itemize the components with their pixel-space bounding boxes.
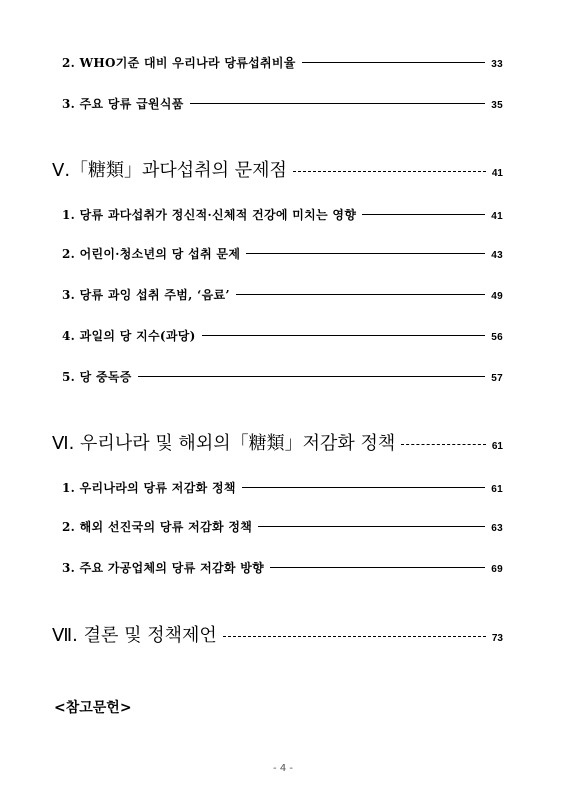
toc-entry-overseas-policy[interactable]	[62, 518, 503, 535]
page-footer-number: - 4 -	[273, 763, 293, 774]
toc-page-number: 33	[491, 59, 503, 70]
toc-entry-children-intake[interactable]	[62, 245, 503, 262]
toc-entry-who-intake[interactable]	[62, 54, 503, 71]
leader-line	[223, 636, 486, 637]
references-heading[interactable]: <참고문헌>	[54, 700, 132, 716]
toc-entry-beverages[interactable]	[62, 286, 503, 303]
toc-page-number: 41	[491, 211, 503, 222]
leader-line	[401, 444, 486, 445]
toc-entry-manufacturer-direction[interactable]	[62, 559, 503, 576]
toc-entry-food-sources[interactable]	[62, 95, 503, 112]
toc-page-number: 61	[491, 484, 503, 495]
leader-line	[138, 376, 486, 377]
toc-entry-health-effects[interactable]	[62, 206, 503, 223]
toc-entry-label: 1. 당류 과다섭취가 정신적·신체적 건강에 미치는 영향	[62, 208, 357, 222]
leader-line	[190, 103, 486, 104]
toc-page-number: 57	[491, 373, 503, 384]
leader-line	[202, 335, 486, 336]
leader-line	[258, 526, 485, 527]
leader-line	[293, 171, 486, 172]
toc-entry-label: 5. 당 중독증	[62, 370, 132, 384]
toc-page-number: 61	[491, 441, 503, 452]
toc-chapter-6[interactable]	[52, 429, 503, 455]
toc-chapter-7[interactable]	[52, 621, 503, 647]
toc-entry-sugar-addiction[interactable]	[62, 368, 503, 385]
toc-entry-label: 1. 우리나라의 당류 저감화 정책	[62, 481, 236, 495]
leader-line	[242, 487, 486, 488]
toc-entry-korea-policy[interactable]	[62, 479, 503, 496]
toc-entry-label: 2. 해외 선진국의 당류 저감화 정책	[62, 520, 253, 534]
toc-page-number: 41	[491, 168, 503, 179]
toc-page-number: 73	[491, 633, 503, 644]
toc-entry-label: 3. 주요 당류 급원식품	[62, 97, 184, 111]
toc-page-number: 69	[491, 564, 503, 575]
toc-page-number: 43	[491, 250, 503, 261]
toc-entry-label: 2. WHO기준 대비 우리나라 당류섭취비율	[62, 56, 296, 70]
toc-chapter-label: Ⅶ. 결론 및 정책제언	[52, 625, 217, 646]
leader-line	[246, 253, 485, 254]
toc-entry-label: 2. 어린이·청소년의 당 섭취 문제	[62, 247, 241, 261]
toc-chapter-label: Ⅴ.「糖類」과다섭취의 문제점	[52, 160, 287, 181]
toc-page-number: 49	[491, 291, 503, 302]
toc-entry-label: 4. 과일의 당 지수(과당)	[62, 329, 196, 343]
toc-page-number: 56	[491, 332, 503, 343]
toc-chapter-5[interactable]	[52, 156, 503, 182]
leader-line	[270, 567, 485, 568]
toc-entry-label: 3. 주요 가공업체의 당류 저감화 방향	[62, 561, 265, 575]
toc-entry-fruit-sugar[interactable]	[62, 327, 503, 344]
leader-line	[302, 62, 486, 63]
leader-line	[236, 294, 485, 295]
toc-page-number: 63	[491, 523, 503, 534]
toc-page-number: 35	[491, 100, 503, 111]
toc-chapter-label: Ⅵ. 우리나라 및 해외의「糖類」저감화 정책	[52, 433, 396, 454]
toc-entry-label: 3. 당류 과잉 섭취 주범, ‘음료’	[62, 288, 230, 302]
leader-line	[362, 214, 485, 215]
